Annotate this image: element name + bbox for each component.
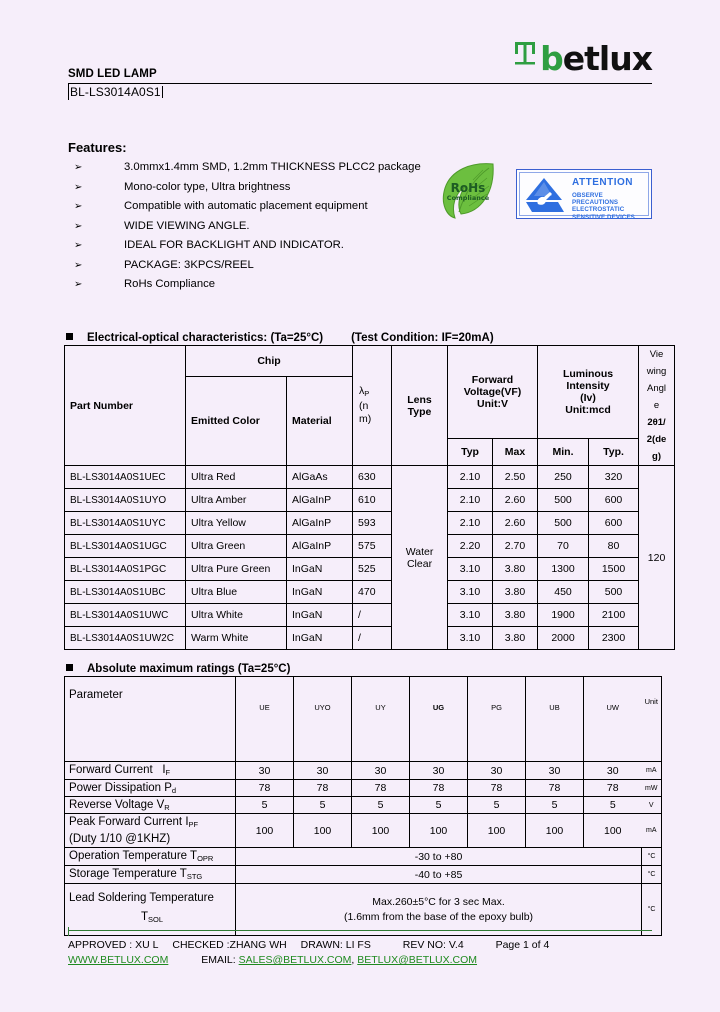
esd-attention-box <box>516 169 652 219</box>
cell-vf-max: 3.80 <box>493 558 538 581</box>
ipf-duty-label: (Duty 1/10 @1KHZ) <box>69 833 171 845</box>
cell-iv-typ: 2100 <box>589 604 639 627</box>
electrical-optical-title <box>66 332 494 344</box>
cell-part-number: BL-LS3014A0S1UYO <box>65 489 186 512</box>
cell-value: 30 <box>410 762 468 780</box>
absolute-max-ratings-title <box>66 663 290 675</box>
eo-subtitle-text: (Test Condition: IF=20mA) <box>351 332 494 344</box>
cell-part-number: BL-LS3014A0S1UW2C <box>65 627 186 650</box>
vf-line1: Forward <box>471 374 514 386</box>
esd-line-1: OBSERVE PRECAUTIONS <box>572 192 619 207</box>
feature-text: Mono-color type, Ultra brightness <box>124 180 291 193</box>
tstg-label: Storage Temperature T <box>69 868 187 880</box>
pd-label: Power Dissipation P <box>69 781 172 794</box>
col-header-iv-typ: Typ. <box>589 439 639 466</box>
tsol-label: Lead Soldering Temperature <box>69 892 214 904</box>
table-row <box>65 884 662 936</box>
cell-iv-typ: 320 <box>589 466 639 489</box>
cell-iv-min: 500 <box>538 512 589 535</box>
footer-contact-line <box>68 954 652 966</box>
vf-line2: Voltage(VF) <box>463 386 522 398</box>
pd-subscript: d <box>171 785 177 795</box>
website-link[interactable]: WWW.BETLUX.COM <box>68 954 169 966</box>
cell-wavelength: 630 <box>353 466 392 489</box>
table-row <box>65 780 662 797</box>
esd-inner-border <box>519 172 649 221</box>
cell-value: 5 <box>410 797 468 814</box>
list-item <box>68 236 468 256</box>
cell-vf-max: 3.80 <box>493 581 538 604</box>
table-row <box>65 797 662 814</box>
cell-part-number: BL-LS3014A0S1PGC <box>65 558 186 581</box>
arrow-bullet-icon: ➢ <box>74 259 83 271</box>
features-title: Features: <box>68 140 127 155</box>
approved-by: APPROVED : XU L <box>68 939 159 951</box>
cell-iv-min: 70 <box>538 535 589 558</box>
table-row <box>65 489 675 512</box>
cell-value: 30 <box>352 762 410 780</box>
page-footer <box>68 930 652 966</box>
va-line7: g) <box>652 451 662 462</box>
col-header-uyo: UYO <box>294 677 352 762</box>
cell-wavelength: 575 <box>353 535 392 558</box>
col-header-luminous-intensity <box>538 346 639 439</box>
va-line1: Vie <box>649 349 664 360</box>
cell-emitted-color: Ultra Green <box>186 535 287 558</box>
col-header-emitted-color: Emitted Color <box>186 377 287 466</box>
cell-iv-typ: 600 <box>589 512 639 535</box>
cell-vf-typ: 3.10 <box>448 581 493 604</box>
eo-title-text: Electrical-optical characteristics: (Ta=25°C) <box>87 332 324 344</box>
cell-iv-typ: 500 <box>589 581 639 604</box>
col-header-lens-type <box>392 346 448 466</box>
table-row <box>65 866 662 884</box>
revision-number: REV NO: V.4 <box>402 939 464 951</box>
cell-vf-max: 2.60 <box>493 489 538 512</box>
features-list <box>68 158 468 295</box>
va-line5: 2θ1/ <box>647 417 666 428</box>
cell-iv-typ: 600 <box>589 489 639 512</box>
square-bullet-icon <box>66 664 73 671</box>
cell-value: 5 <box>468 797 526 814</box>
cell-material: InGaN <box>287 627 353 650</box>
cell-value: 5 <box>526 797 584 814</box>
list-item <box>68 178 468 198</box>
cell-iv-min: 500 <box>538 489 589 512</box>
cell-storage-temp-value: -40 to +85 <box>236 866 642 884</box>
row-label-storage-temperature <box>65 866 236 884</box>
tstg-subscript: STG <box>186 872 203 881</box>
cell-part-number: BL-LS3014A0S1UYC <box>65 512 186 535</box>
solder-line1: Max.260±5°C for 3 sec Max. <box>372 895 505 908</box>
cell-value: 78 <box>584 780 642 797</box>
cell-vf-typ: 2.10 <box>448 489 493 512</box>
cell-vf-max: 2.50 <box>493 466 538 489</box>
cell-unit: °C <box>642 884 662 936</box>
esd-line-2: ELECTROSTATIC <box>572 206 625 214</box>
arrow-bullet-icon: ➢ <box>74 162 83 173</box>
cell-solder-value <box>236 884 642 936</box>
document-type-label: SMD LED LAMP <box>68 68 157 80</box>
esd-description <box>572 192 648 221</box>
col-header-forward-voltage <box>448 346 538 439</box>
table-row <box>65 558 675 581</box>
tsol-symbol: T <box>140 911 148 923</box>
fc-label: Forward Current <box>69 764 153 776</box>
tsol-subscript: SOL <box>148 915 164 924</box>
cell-vf-typ: 2.10 <box>448 466 493 489</box>
topr-subscript: OPR <box>197 854 214 863</box>
vf-line3: Unit:V <box>477 398 508 410</box>
cell-unit: °C <box>642 848 662 866</box>
cell-value: 100 <box>526 814 584 848</box>
va-line6: 2(de <box>646 434 667 445</box>
ipf-label: Peak Forward Current I <box>69 816 189 828</box>
cell-value: 30 <box>584 762 642 780</box>
iv-line4: Unit:mcd <box>565 404 611 416</box>
logo-letter-b: b <box>540 38 563 78</box>
row-label-reverse-voltage <box>65 797 236 814</box>
email-label: EMAIL: <box>201 954 236 966</box>
ipf-subscript: PF <box>188 820 199 829</box>
rohs-text-line1: RoHs <box>450 181 486 195</box>
col-header-material: Material <box>287 377 353 466</box>
esd-hand-triangle-icon <box>524 176 568 214</box>
table-row <box>65 814 662 848</box>
col-header-vf-max: Max <box>493 439 538 466</box>
cell-emitted-color: Ultra Pure Green <box>186 558 287 581</box>
row-label-peak-forward-current <box>65 814 236 848</box>
cell-wavelength: 525 <box>353 558 392 581</box>
row-label-lead-soldering-temperature <box>65 884 236 936</box>
cell-part-number: BL-LS3014A0S1UBC <box>65 581 186 604</box>
cell-wavelength: 470 <box>353 581 392 604</box>
cell-value: 100 <box>410 814 468 848</box>
footer-approval-line <box>68 939 652 951</box>
cell-part-number: BL-LS3014A0S1UEC <box>65 466 186 489</box>
lambda-unit-1: (n <box>359 400 369 412</box>
sales-email-link[interactable]: SALES@BETLUX.COM <box>238 954 352 966</box>
col-header-iv-min: Min. <box>538 439 589 466</box>
vr-label: Reverse Voltage V <box>69 798 165 811</box>
cell-value: 78 <box>526 780 584 797</box>
features-section <box>68 140 468 295</box>
cell-vf-typ: 2.20 <box>448 535 493 558</box>
list-item <box>68 256 468 276</box>
cell-iv-typ: 2300 <box>589 627 639 650</box>
col-header-pg: PG <box>468 677 526 762</box>
arrow-bullet-icon: ➢ <box>74 240 83 251</box>
cell-wavelength: 593 <box>353 512 392 535</box>
rohs-text-line2: Compliance <box>446 193 490 202</box>
esd-line-3: SENSITIVE DEVICES <box>572 213 635 221</box>
vr-subscript: R <box>164 802 170 812</box>
cell-vf-max: 2.70 <box>493 535 538 558</box>
cell-value: 5 <box>294 797 352 814</box>
cell-emitted-color: Ultra Yellow <box>186 512 287 535</box>
lens-value-line1: Water <box>405 545 434 558</box>
cell-vf-max: 2.60 <box>493 512 538 535</box>
cell-material: AlGaAs <box>287 466 353 489</box>
feature-text: PACKAGE: 3KPCS/REEL <box>124 258 254 271</box>
cell-vf-max: 3.80 <box>493 627 538 650</box>
col-header-ue: UE <box>236 677 294 762</box>
table-row <box>65 627 675 650</box>
cell-iv-typ: 80 <box>589 535 639 558</box>
col-header-vf-typ: Typ <box>448 439 493 466</box>
arrow-bullet-icon: ➢ <box>74 181 83 193</box>
col-header-ug: UG <box>410 677 468 762</box>
drawn-by: DRAWN: LI FS <box>300 939 371 951</box>
iv-line2: Intensity <box>566 380 610 392</box>
rohs-label <box>437 182 499 201</box>
list-item <box>68 197 468 217</box>
cell-value: 5 <box>584 797 642 814</box>
col-header-uy: UY <box>352 677 410 762</box>
cell-material: AlGaInP <box>287 535 353 558</box>
part-number-field[interactable]: BL-LS3014A0S1 <box>70 85 161 99</box>
rohs-compliance-badge <box>437 160 499 222</box>
cell-part-number: BL-LS3014A0S1UWC <box>65 604 186 627</box>
cell-unit: V <box>642 797 662 814</box>
cell-value: 78 <box>294 780 352 797</box>
cell-value: 78 <box>352 780 410 797</box>
col-header-ub: UB <box>526 677 584 762</box>
cell-unit: mA <box>642 762 662 780</box>
lambda-unit-2: m) <box>359 413 372 425</box>
col-header-unit: Unit <box>642 677 662 762</box>
solder-line2: (1.6mm from the base of the epoxy bulb) <box>343 910 534 923</box>
cell-value: 30 <box>526 762 584 780</box>
col-header-parameter: Parameter <box>65 677 236 762</box>
row-label-power-dissipation <box>65 780 236 797</box>
cell-value: 100 <box>294 814 352 848</box>
cell-emitted-color: Ultra White <box>186 604 287 627</box>
lambda-subscript: P <box>364 389 370 398</box>
cell-unit: °C <box>642 866 662 884</box>
betlux-email-link[interactable]: BETLUX@BETLUX.COM <box>357 954 478 966</box>
col-header-part-number: Part Number <box>65 346 186 466</box>
table-row <box>65 581 675 604</box>
cell-part-number: BL-LS3014A0S1UGC <box>65 535 186 558</box>
email-separator: , <box>351 954 355 966</box>
amr-title-text: Absolute maximum ratings (Ta=25°C) <box>87 663 291 675</box>
cell-material: AlGaInP <box>287 512 353 535</box>
table-row <box>65 762 662 780</box>
col-header-wavelength <box>353 346 392 466</box>
cell-value: 30 <box>468 762 526 780</box>
cell-vf-typ: 3.10 <box>448 627 493 650</box>
cell-vf-typ: 3.10 <box>448 558 493 581</box>
cell-emitted-color: Ultra Amber <box>186 489 287 512</box>
col-header-uw: UW <box>584 677 642 762</box>
table-row <box>65 535 675 558</box>
cell-vf-typ: 2.10 <box>448 512 493 535</box>
fc-subscript: F <box>165 768 171 777</box>
table-row <box>65 604 675 627</box>
table-row <box>65 466 675 489</box>
table-row <box>65 512 675 535</box>
cell-iv-min: 1900 <box>538 604 589 627</box>
cell-wavelength: 610 <box>353 489 392 512</box>
cell-value: 100 <box>352 814 410 848</box>
cell-iv-min: 250 <box>538 466 589 489</box>
row-label-forward-current <box>65 762 236 780</box>
absolute-maximum-ratings-table <box>64 676 662 936</box>
cell-material: InGaN <box>287 558 353 581</box>
table-header-row <box>65 677 662 762</box>
col-header-viewing-angle <box>639 346 675 466</box>
cell-emitted-color: Ultra Blue <box>186 581 287 604</box>
esd-title: ATTENTION <box>572 177 633 188</box>
cell-emitted-color: Ultra Red <box>186 466 287 489</box>
va-line3: Angl <box>647 383 667 394</box>
electrical-optical-table <box>64 345 675 650</box>
table-header-row <box>65 346 675 377</box>
square-bullet-icon <box>66 333 73 340</box>
cell-material: AlGaInP <box>287 489 353 512</box>
feature-text: WIDE VIEWING ANGLE. <box>124 219 250 232</box>
cell-lens-type <box>392 466 448 650</box>
iv-line1: Luminous <box>562 368 614 380</box>
cell-unit: mW <box>642 780 662 797</box>
iv-line3: (Iv) <box>580 392 596 404</box>
cell-wavelength: / <box>353 627 392 650</box>
lens-type-line1: Lens <box>407 393 432 406</box>
cell-viewing-angle: 120 <box>639 466 675 650</box>
cell-iv-min: 1300 <box>538 558 589 581</box>
arrow-bullet-icon: ➢ <box>74 201 83 212</box>
cell-value: 78 <box>468 780 526 797</box>
lens-type-line2: Type <box>407 405 432 418</box>
footer-divider <box>68 930 652 931</box>
cell-value: 78 <box>410 780 468 797</box>
list-item <box>68 275 468 295</box>
cell-unit: mA <box>642 814 662 848</box>
cell-operation-temp-value: -30 to +80 <box>236 848 642 866</box>
arrow-bullet-icon: ➢ <box>74 279 83 290</box>
col-header-chip: Chip <box>186 346 353 377</box>
topr-label: Operation Temperature T <box>69 850 198 862</box>
cell-value: 78 <box>236 780 294 797</box>
fc-symbol: I <box>162 764 166 776</box>
cell-vf-max: 3.80 <box>493 604 538 627</box>
cell-value: 5 <box>236 797 294 814</box>
cell-value: 100 <box>468 814 526 848</box>
page-number: Page 1 of 4 <box>495 939 550 951</box>
cell-wavelength: / <box>353 604 392 627</box>
arrow-bullet-icon: ➢ <box>74 220 83 232</box>
row-label-operation-temperature <box>65 848 236 866</box>
cell-iv-typ: 1500 <box>589 558 639 581</box>
cell-emitted-color: Warm White <box>186 627 287 650</box>
table-row <box>65 848 662 866</box>
va-line4: e <box>653 400 660 411</box>
cell-value: 5 <box>352 797 410 814</box>
list-item <box>68 158 468 178</box>
cell-value: 30 <box>294 762 352 780</box>
cell-vf-typ: 3.10 <box>448 604 493 627</box>
cell-value: 100 <box>584 814 642 848</box>
list-item <box>68 217 468 237</box>
cell-iv-min: 450 <box>538 581 589 604</box>
cell-material: InGaN <box>287 604 353 627</box>
feature-text: IDEAL FOR BACKLIGHT AND INDICATOR. <box>124 239 344 251</box>
cell-value: 30 <box>236 762 294 780</box>
feature-text: RoHs Compliance <box>124 278 216 290</box>
cell-iv-min: 2000 <box>538 627 589 650</box>
cell-material: InGaN <box>287 581 353 604</box>
checked-by: CHECKED :ZHANG WH <box>172 939 287 951</box>
logo-letters-etlux: etlux <box>562 38 652 78</box>
va-line2: wing <box>646 366 667 377</box>
lens-value-line2: Clear <box>406 557 433 570</box>
lambda-symbol: λ <box>359 385 365 397</box>
feature-text: Compatible with automatic placement equipment <box>124 200 368 212</box>
feature-text: 3.0mmx1.4mm SMD, 1.2mm THICKNESS PLCC2 package <box>124 161 421 173</box>
logo-t-mark-icon <box>513 40 539 74</box>
betlux-logo <box>513 34 652 78</box>
cell-value: 100 <box>236 814 294 848</box>
